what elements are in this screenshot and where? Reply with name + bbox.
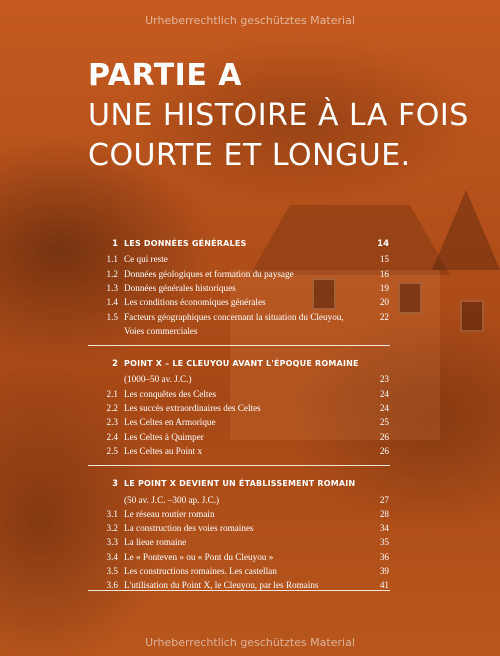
toc-entry-number: 2.3 [106, 417, 118, 428]
background-window [460, 300, 484, 332]
toc-entry-number: 2.4 [106, 431, 118, 442]
toc-entry-text: Ce qui reste [124, 254, 168, 265]
part-title-line-1: UNE HISTOIRE À LA FOIS [88, 98, 469, 133]
toc-entry-text: Données générales historiques [124, 282, 236, 293]
toc-entry-text: (50 av. J.C. –300 ap. J.C.) [124, 494, 220, 505]
toc-entry-page: 15 [379, 254, 389, 265]
background-tower-roof [432, 190, 500, 270]
divider-rule [88, 590, 390, 591]
toc-entry-page: 28 [379, 508, 389, 519]
toc-entry-text: Les constructions romaines. Les castellan [124, 566, 277, 576]
toc-entry-text: Les Celtes à Quimper [124, 431, 204, 442]
toc-entry-number: 2.5 [106, 445, 118, 456]
toc-entry-page: 23 [379, 374, 389, 385]
toc-entry-number: 3.5 [106, 566, 118, 576]
toc-entry-page: 22 [379, 311, 389, 322]
toc-entry-page: 19 [379, 282, 389, 293]
toc-entry-page: 27 [379, 494, 389, 505]
toc-entry-page: 41 [379, 580, 389, 591]
toc-entry-text: La construction des voies romaines [124, 523, 254, 534]
part-title-line-2: COURTE ET LONGUE. [88, 138, 411, 173]
toc-entry-text: (1000–50 av. J.C.) [124, 374, 192, 385]
toc-section-title: LE POINT X DEVIENT UN ÉTABLISSEMENT ROMAIN [124, 479, 356, 489]
toc-entry-page: 35 [379, 537, 389, 548]
toc-section-number: 3 [112, 479, 118, 490]
watermark-bottom: Urheberrechtlich geschütztes Material [145, 636, 355, 649]
toc-section-title: POINT X – LE CLEUYOU AVANT L'ÉPOQUE ROMAINE [124, 359, 359, 369]
toc-entry-page: 36 [379, 551, 389, 562]
toc-entry-page: 25 [379, 417, 389, 428]
background-window [398, 282, 422, 314]
toc-section-page: 14 [377, 239, 389, 249]
background-house-roof [250, 205, 450, 275]
toc-entry-number: 3.2 [106, 523, 118, 534]
toc-entry-page: 16 [379, 268, 389, 279]
watermark-top: Urheberrechtlich geschütztes Material [145, 14, 355, 27]
toc-entry-number: 1.4 [106, 297, 118, 308]
toc-entry-number: 1.3 [106, 282, 118, 293]
toc-entry-text: Les Celtes au Point x [124, 445, 203, 456]
toc-entry-number: 1.5 [106, 311, 118, 322]
toc-entry-page: 26 [379, 431, 389, 442]
toc-entry-page: 20 [379, 297, 389, 308]
toc-entry-number: 1.1 [106, 254, 118, 265]
toc-entry-text: Les conquêtes des Celtes [124, 388, 217, 399]
toc-entry-page: 24 [379, 403, 389, 413]
part-label: PARTIE A [88, 58, 242, 93]
toc-entry-text: Données géologiques et formation du paysage [124, 268, 294, 279]
toc-entry-page: 39 [379, 566, 389, 576]
background-window [312, 278, 336, 310]
toc-entry-number: 2.1 [106, 388, 118, 399]
section-divider [88, 465, 390, 466]
toc-entry-number: 3.6 [106, 580, 118, 591]
toc-entry-text: La lieue romaine [124, 537, 187, 548]
toc-entry-number: 1.2 [106, 268, 118, 279]
toc-entry-number: 3.3 [106, 537, 118, 548]
toc-entry-text: Les Celtes en Armorique [124, 417, 216, 428]
toc-entry-text: Les succès extraordinaires des Celtes [124, 403, 261, 413]
toc-entry-text: Le « Ponteven » ou « Pont du Cleuyou » [124, 551, 274, 562]
section-divider [88, 345, 390, 346]
toc-entry-text: Le réseau routier romain [124, 508, 215, 519]
toc-entry-text: L'utilisation du Point X, le Cleuyou, par les Romains [124, 580, 319, 591]
toc-entry-text: Les conditions économiques générales [124, 297, 266, 308]
toc-entry-page: 34 [379, 523, 389, 534]
toc-entry-number: 2.2 [106, 403, 118, 413]
toc-entry-text: Facteurs géographiques concernant la situation du Cleuyou, [124, 311, 344, 322]
toc-section-number: 2 [112, 359, 118, 370]
toc-entry-number: 3.4 [106, 551, 118, 562]
toc-entry-page: 24 [379, 388, 389, 399]
toc-section-title: LES DONNÉES GÉNÉRALES [124, 239, 247, 248]
toc-entry-number: 3.1 [106, 508, 118, 519]
toc-entry-text: Voies commerciales [124, 325, 198, 336]
toc-section-number: 1 [112, 239, 118, 249]
toc-entry-page: 26 [379, 445, 389, 456]
